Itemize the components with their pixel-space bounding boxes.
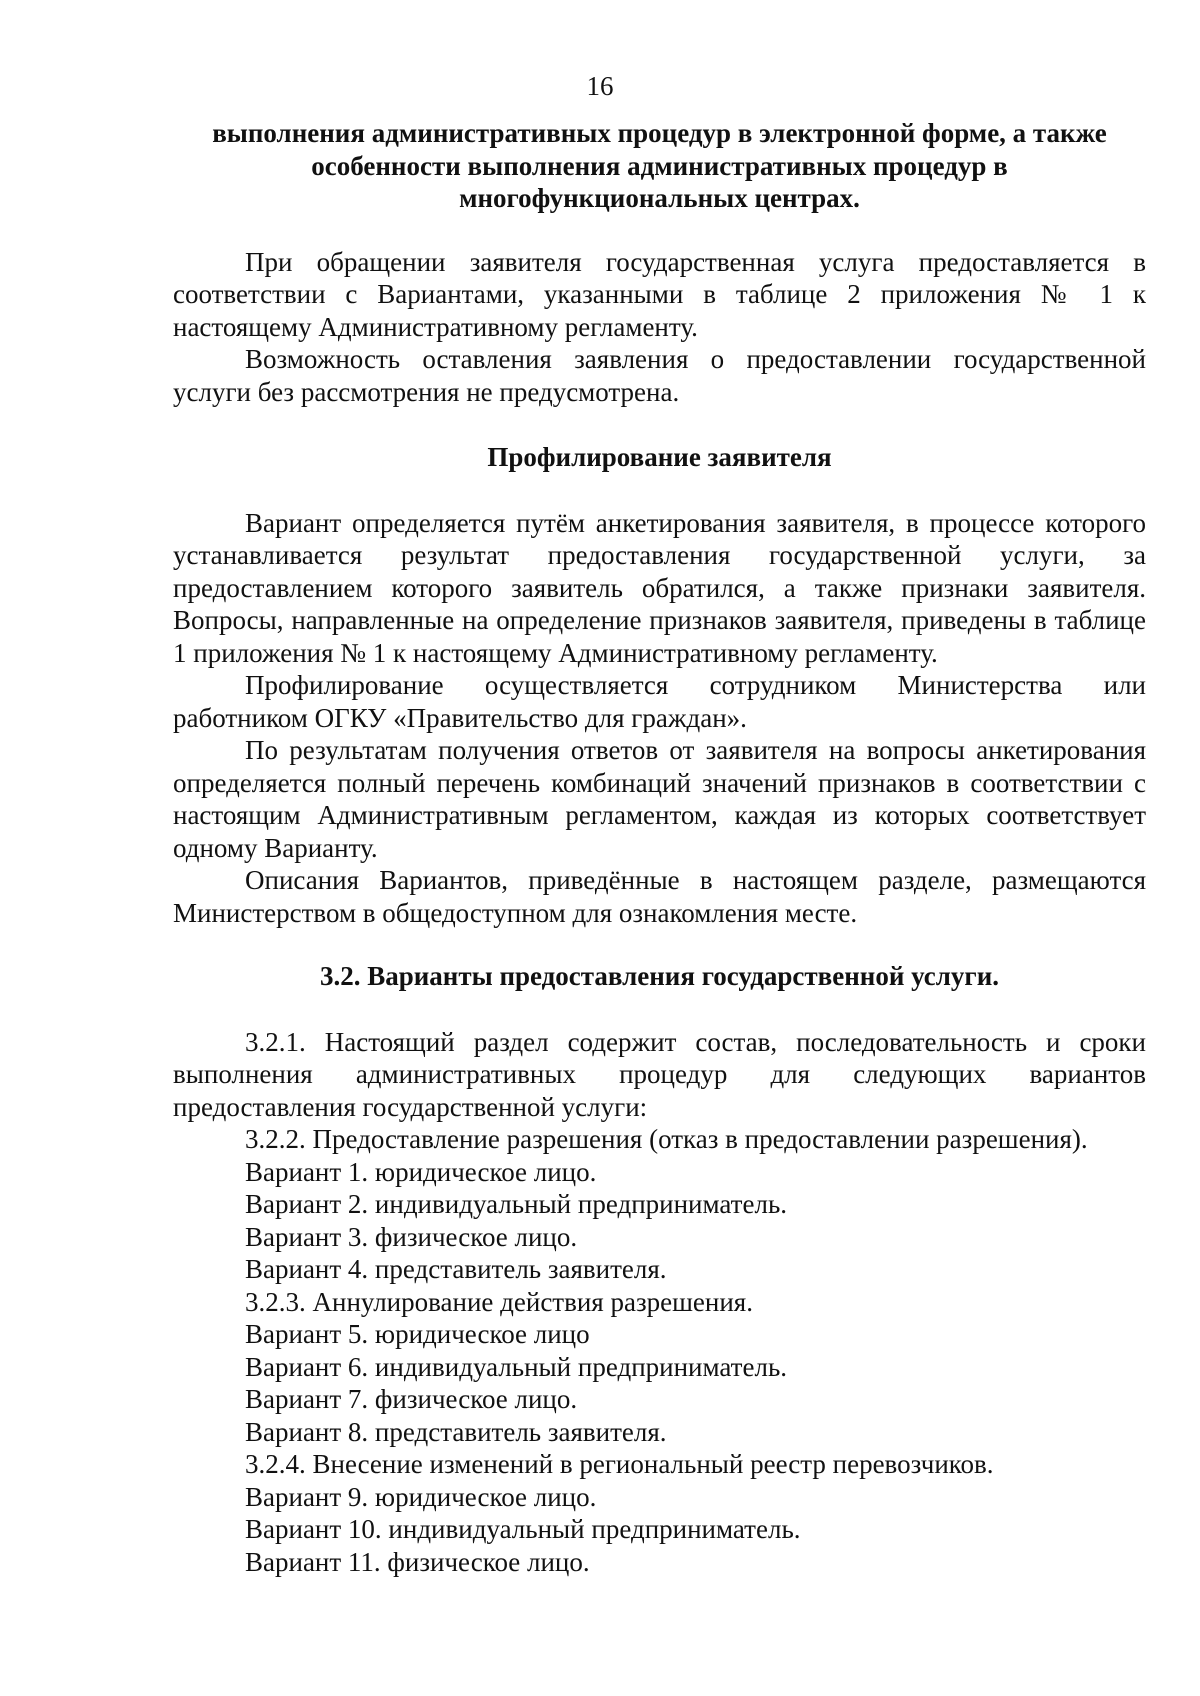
variants-lead-paragraph: 3.2.1. Настоящий раздел содержит состав, последовательность и сроки выполнения административных процедур для следующих вариантов предоставления государственной услуги: — [173, 1026, 1146, 1122]
variant-item: Вариант 1. юридическое лицо. — [245, 1156, 597, 1187]
variant-item: Вариант 5. юридическое лицо — [245, 1319, 590, 1349]
variant-item: Вариант 8. представитель заявителя. — [245, 1416, 667, 1447]
profiling-paragraph: Профилирование осуществляется сотрудником Министерства или работником ОГКУ «Правительство для граждан». — [173, 670, 1146, 733]
intro-paragraph: Возможность оставления заявления о предоставлении государственной услуги без рассмотрения не предусмотрена. — [173, 344, 1146, 407]
page-content — [173, 117, 1146, 1578]
profiling-heading: Профилирование заявителя — [487, 442, 832, 472]
variants-section-heading: 3.2. Варианты предоставления государственной услуги. — [319, 961, 1000, 991]
profiling-paragraph: Описания Вариантов, приведённые в настоящем разделе, размещаются Министерством в общедоступном для ознакомления месте. — [173, 865, 1146, 928]
variant-item: Вариант 2. индивидуальный предприниматель. — [245, 1189, 788, 1219]
subsection-item: 3.2.3. Аннулирование действия разрешения. — [245, 1286, 753, 1317]
subsection-item: 3.2.4. Внесение изменений в региональный реестр перевозчиков. — [245, 1449, 994, 1479]
variant-item: Вариант 3. физическое лицо. — [245, 1221, 578, 1252]
variant-item: Вариант 11. физическое лицо. — [245, 1546, 590, 1577]
variants-list — [173, 1123, 1146, 1578]
variant-item: Вариант 9. юридическое лицо. — [245, 1481, 597, 1512]
profiling-paragraph: Вариант определяется путём анкетирования заявителя, в процессе которого устанавливается результат предоставления государственной услуги, за предоставлением которого заявитель обратился, а также признаки заявителя. Вопросы, направленные на определение признаков заявителя, приведены в таблице 1 приложения № 1 к настоящему Административному регламенту. — [173, 507, 1146, 668]
section-continuation-heading: выполнения административных процедур в электронной форме, а также особенности выполнения административных процедур в многофункциональных центрах. — [212, 118, 1107, 213]
page-number: 16 — [586, 71, 614, 101]
intro-paragraph: При обращении заявителя государственная услуга предоставляется в соответствии с Вариантами, указанными в таблице 2 приложения № 1 к настоящему Административному регламенту. — [173, 246, 1146, 342]
variant-item: Вариант 6. индивидуальный предприниматель. — [245, 1351, 788, 1382]
profiling-paragraph: По результатам получения ответов от заявителя на вопросы анкетирования определяется полный перечень комбинаций значений признаков в соответствии с настоящим Административным регламентом, каждая из которых соответствует одному Варианту. — [173, 735, 1146, 863]
variant-item: Вариант 10. индивидуальный предприниматель. — [245, 1514, 801, 1544]
subsection-item: 3.2.2. Предоставление разрешения (отказ в предоставлении разрешения). — [245, 1124, 1088, 1154]
variant-item: Вариант 4. представитель заявителя. — [245, 1254, 667, 1284]
variant-item: Вариант 7. физическое лицо. — [245, 1384, 578, 1414]
